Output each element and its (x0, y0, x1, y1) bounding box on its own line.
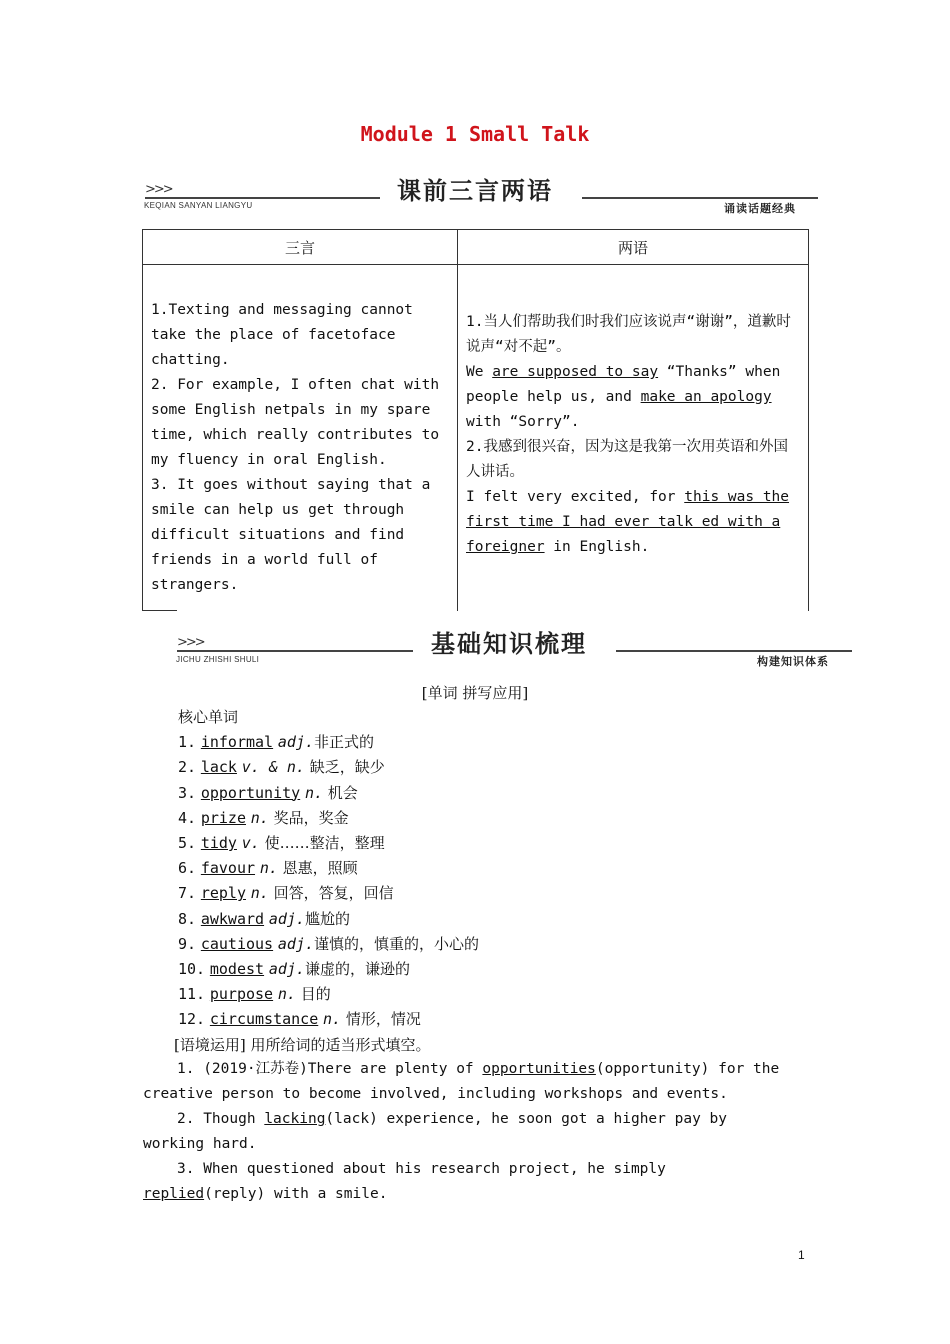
page-number: 1 (798, 1248, 805, 1262)
chevron-icon: >>> (177, 635, 204, 650)
bar-divider (145, 197, 380, 199)
word-meaning: 奖品，奖金 (268, 808, 349, 827)
word-meaning: 机会 (323, 783, 358, 802)
answer-blank: lacking (264, 1111, 326, 1127)
word-item: 3. opportunity n. 机会 (178, 783, 358, 802)
bar-divider (177, 650, 413, 652)
word-item: 11. purpose n. 目的 (178, 985, 331, 1004)
part-of-speech: n. (323, 1010, 342, 1029)
vocab-word: favour (200, 859, 256, 878)
sanyan-sentence-2: 2. For example, I often chat with some English netpals in my spare time, which really contributes to my fluency in oral English. (151, 377, 440, 468)
word-item: 4. prize n. 奖品，奖金 (178, 808, 349, 827)
word-meaning: 缺乏，缺少 (304, 758, 385, 777)
sanyan-sentence-1: 1.Texting and messaging cannot take the place of facetoface chatting. (151, 302, 413, 368)
liangyu-en-2: I felt very excited, for this was the first time I had ever talk ed with a foreigner in English. (466, 489, 790, 555)
core-words (174, 705, 480, 1058)
word-meaning: 目的 (295, 985, 331, 1004)
vocab-word: modest (209, 960, 265, 979)
vocab-word: purpose (209, 985, 274, 1004)
vocab-word: circumstance (209, 1010, 319, 1029)
vocab-word: awkward (200, 909, 265, 928)
word-item: 6. favour n. 恩惠，照顾 (178, 859, 358, 878)
sanyan-liangyu-table (142, 229, 809, 611)
word-meaning: 谦虚的，谦逊的 (304, 960, 410, 979)
word-meaning: 使……整洁，整理 (259, 834, 385, 853)
chevron-icon: >>> (145, 182, 172, 197)
section-label: [单词 拼写应用] (421, 684, 529, 702)
word-meaning: 回答，答复，回信 (268, 884, 394, 903)
word-meaning: 尴尬的 (304, 909, 350, 928)
word-item: 5. tidy v. 使……整洁，整理 (178, 834, 385, 853)
part-of-speech: n. (250, 808, 269, 827)
section-tag: 诵读话题经典 (724, 202, 796, 215)
exercise-item: 3. When questioned about his research project, he simply replied(reply) with a smile. (143, 1161, 666, 1202)
exercises (143, 1057, 783, 1207)
liangyu-cn-1: 1.当人们帮助我们时我们应该说声“谢谢”，道歉时说声“对不起”。 (466, 314, 791, 355)
underlined-phrase: make an apology (640, 389, 772, 405)
word-meaning: 非正式的 (314, 733, 375, 752)
bar-divider (616, 650, 852, 652)
word-list (178, 730, 479, 1032)
word-item: 8. awkward adj.尴尬的 (178, 909, 350, 928)
part-of-speech: v. & n. (241, 758, 305, 777)
part-of-speech: adj. (268, 909, 305, 928)
table-bottom-stub (142, 610, 177, 611)
vocab-word: prize (200, 808, 246, 827)
bar-divider (582, 197, 818, 199)
part-of-speech: n. (304, 783, 324, 802)
vocab-word: tidy (200, 834, 237, 853)
sanyan-cell (143, 265, 458, 611)
part-of-speech: n. (250, 884, 269, 903)
word-item: 2. lack v. & n. 缺乏，缺少 (178, 758, 385, 777)
word-item: 1. informal adj.非正式的 (178, 733, 375, 752)
exercise-item: 1. (2019·江苏卷)There are plenty of opportunities(opportunity) for the creative person to become involved, including workshops and events. (143, 1061, 780, 1102)
part-of-speech: adj. (268, 960, 305, 979)
word-item: 12. circumstance n. 情形，情况 (178, 1010, 421, 1029)
answer-blank: replied (143, 1186, 205, 1202)
vocab-word: opportunity (200, 783, 301, 802)
section-heading: 基础知识梳理 (431, 630, 587, 658)
vocab-word: informal (200, 733, 274, 752)
word-meaning: 谨慎的，慎重的，小心的 (314, 934, 480, 953)
word-meaning: 情形，情况 (341, 1010, 421, 1029)
liangyu-cell (458, 265, 809, 611)
answer-blank: opportunities (482, 1061, 596, 1077)
exercise-item: 2. Though lacking(lack) experience, he soon got a higher pay by working hard. (143, 1111, 727, 1152)
vocab-word: cautious (200, 934, 274, 953)
part-of-speech: n. (259, 859, 278, 878)
table-header-sanyan: 三言 (143, 230, 458, 265)
part-of-speech: v. (241, 834, 260, 853)
part-of-speech: adj. (277, 934, 314, 953)
word-item: 7. reply n. 回答，答复，回信 (178, 884, 394, 903)
context-label: [语境运用] 用所给词的适当形式填空。 (174, 1035, 431, 1054)
sanyan-sentence-3: 3. It goes without saying that a smile can help us get through difficult situations and find friends in a world full of strangers. (151, 477, 431, 593)
vocab-word: reply (200, 884, 246, 903)
liangyu-cn-2: 2.我感到很兴奋，因为这是我第一次用英语和外国人讲话。 (466, 439, 788, 480)
core-words-label: 核心单词 (178, 708, 239, 726)
liangyu-en-1: We are supposed to say “Thanks” when people help us, and make an apology with “Sorry”. (466, 364, 781, 430)
bar-pinyin: KEQIAN SANYAN LIANGYU (144, 201, 253, 210)
underlined-phrase: this was the first time I had ever talk ed with a foreigner (466, 489, 790, 555)
part-of-speech: adj. (277, 733, 314, 752)
word-meaning: 恩惠，照顾 (277, 859, 358, 878)
vocab-word: lack (200, 758, 237, 777)
underlined-phrase: are supposed to say (492, 364, 659, 380)
section-tag: 构建知识体系 (757, 655, 829, 668)
word-item: 9. cautious adj.谨慎的，慎重的，小心的 (178, 934, 480, 953)
bar-pinyin: JICHU ZHISHI SHULI (176, 655, 260, 664)
part-of-speech: n. (277, 985, 296, 1004)
section-heading: 课前三言两语 (397, 177, 553, 205)
page-title: Module 1 Small Talk (360, 122, 590, 146)
word-item: 10. modest adj.谦虚的，谦逊的 (178, 960, 410, 979)
table-header-liangyu: 两语 (458, 230, 809, 265)
